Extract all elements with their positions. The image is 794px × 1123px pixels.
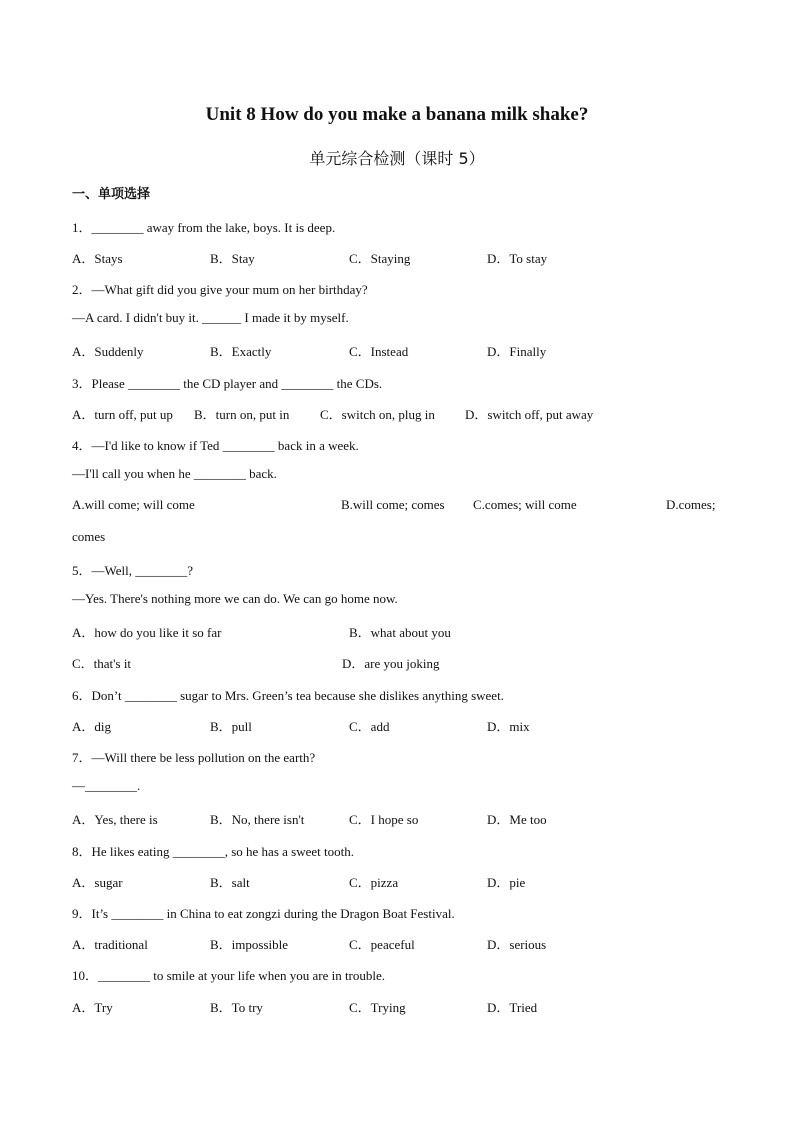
option-c: C．Instead xyxy=(349,344,409,359)
option-a: A．traditional xyxy=(72,937,148,952)
question-stem: 8．He likes eating ________, so he has a sweet tooth. xyxy=(72,844,354,859)
option-d: D．are you joking xyxy=(342,656,440,671)
question-stem: 1．________ away from the lake, boys. It is deep. xyxy=(72,220,336,235)
option-d: D．switch off, put away xyxy=(465,407,594,422)
option-c: C．Trying xyxy=(349,1000,406,1015)
option-a: A．Suddenly xyxy=(72,344,144,359)
option-d: D．Finally xyxy=(487,344,547,359)
question-stem: 2．—What gift did you give your mum on her birthday? xyxy=(72,282,368,297)
option-b: B．pull xyxy=(210,719,252,734)
section-heading: 一、单项选择 xyxy=(72,187,151,202)
option-b: B．Exactly xyxy=(210,344,272,359)
option-d: D．Me too xyxy=(487,812,547,827)
question-stem: —I'll call you when he ________ back. xyxy=(72,466,277,481)
option-a: A．how do you like it so far xyxy=(72,625,222,640)
option-b: B．what about you xyxy=(349,625,451,640)
option-b: B．salt xyxy=(210,875,250,890)
option-d-continuation: comes xyxy=(72,529,106,544)
option-c: C．pizza xyxy=(349,875,399,890)
option-a: A．Yes, there is xyxy=(72,812,158,827)
option-d: D.comes; xyxy=(666,497,716,512)
question-stem: —________. xyxy=(72,778,141,793)
option-c: C.comes; will come xyxy=(473,497,577,512)
question-stem: —Yes. There's nothing more we can do. We can go home now. xyxy=(72,591,398,606)
option-b: B．impossible xyxy=(210,937,289,952)
option-a: A．Stays xyxy=(72,251,123,266)
option-d: D．pie xyxy=(487,875,526,890)
option-a: A.will come; will come xyxy=(72,497,195,512)
page-subtitle: 单元综合检测（课时 5） xyxy=(309,149,485,168)
option-c: C．I hope so xyxy=(349,812,419,827)
option-b: B．To try xyxy=(210,1000,263,1015)
question-stem: 7．—Will there be less pollution on the earth? xyxy=(72,750,316,765)
option-c: C．that's it xyxy=(72,656,132,671)
question-stem: —A card. I didn't buy it. ______ I made it by myself. xyxy=(72,310,349,325)
option-d: D．mix xyxy=(487,719,530,734)
option-c: C．peaceful xyxy=(349,937,415,952)
question-stem: 10．________ to smile at your life when you are in trouble. xyxy=(72,968,386,983)
option-b: B．Stay xyxy=(210,251,255,266)
option-a: A．dig xyxy=(72,719,112,734)
option-c: C．add xyxy=(349,719,390,734)
option-c: C．switch on, plug in xyxy=(320,407,435,422)
question-stem: 4．—I'd like to know if Ted ________ back in a week. xyxy=(72,438,359,453)
page-title: Unit 8 How do you make a banana milk shake? xyxy=(205,104,589,125)
question-stem: 5．—Well, ________? xyxy=(72,563,193,578)
option-b: B．turn on, put in xyxy=(194,407,290,422)
option-d: D．serious xyxy=(487,937,547,952)
option-b: B．No, there isn't xyxy=(210,812,305,827)
question-stem: 9．It’s ________ in China to eat zongzi during the Dragon Boat Festival. xyxy=(72,906,455,921)
option-c: C．Staying xyxy=(349,251,411,266)
option-a: A．sugar xyxy=(72,875,123,890)
question-stem: 3．Please ________ the CD player and ________ the CDs. xyxy=(72,376,383,391)
option-d: D．To stay xyxy=(487,251,548,266)
option-a: A．Try xyxy=(72,1000,113,1015)
option-d: D．Tried xyxy=(487,1000,538,1015)
question-stem: 6．Don’t ________ sugar to Mrs. Green’s tea because she dislikes anything sweet. xyxy=(72,688,504,703)
option-a: A．turn off, put up xyxy=(72,407,173,422)
option-b: B.will come; comes xyxy=(341,497,445,512)
